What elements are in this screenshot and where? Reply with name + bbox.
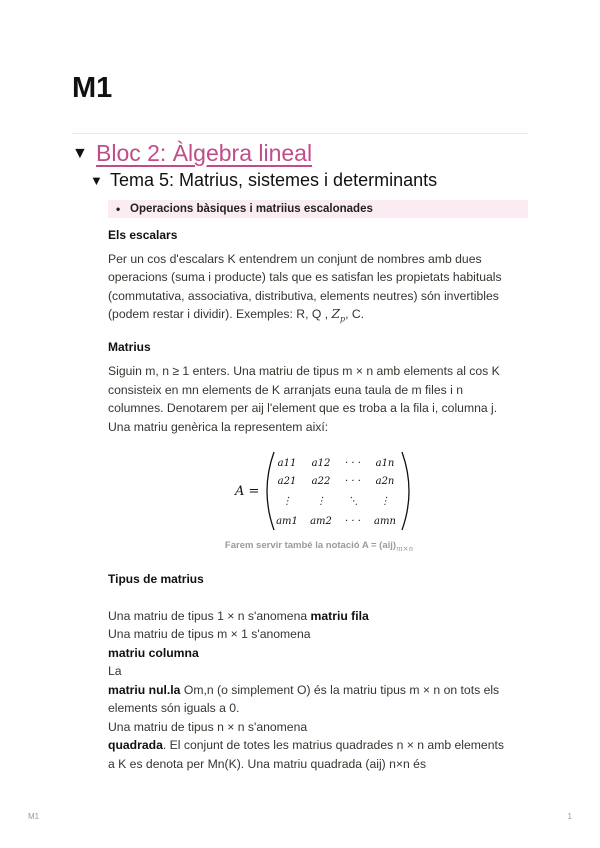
matrix-cell: a22 [311,476,331,487]
tema-heading: Tema 5: Matrius, sistemes i determinants [110,170,438,190]
matrix-cell: am1 [276,516,298,527]
divider [72,133,528,134]
toggle-triangle-icon[interactable]: ▼ [90,173,103,188]
main-content [108,226,530,436]
matrix-cell: a12 [311,458,331,469]
matrix-cell: a21 [277,476,297,487]
page-title: M1 [72,72,113,104]
matrix-equation [230,448,420,534]
escalars-paragraph: Per un cos d'escalars K entendrem un conjunt de nombres amb dues operacions (suma i producte) tals que es satisfan les propietats habituals (commutativa, associativa, distributiva, elements neutres) són invertibles (podem restar i dividir). Exemples: R, Q , $Z_p$, C. [108,251,502,324]
matrix-cell: · · · [345,458,361,469]
matrix-cell: · · · [345,476,361,487]
text-line: Una matriu genèrica la representem així: [108,419,329,434]
matrix-cell: ⋱ [348,496,358,507]
section-heading-tipus: Tipus de matrius [108,572,204,586]
text-line: Siguin m, n ≥ 1 enters. Una matriu de tipus m × n amb elements al cos K [108,364,500,379]
matrix-caption: Farem servir també la notació $A = (aij)_{m\times n}$ [224,540,414,553]
footer-left: M1 [28,812,40,821]
section-heading-matrius: Matrius [108,339,151,354]
text-line: Per un cos d'escalars K entendrem un conjunt de nombres amb dues [108,251,482,266]
bullet-icon: • [116,202,121,216]
matrix-cell: ⋮ [380,496,390,507]
toggle-bloc[interactable] [72,140,312,167]
matrix-cell: am2 [310,516,332,527]
matrix-cell: ⋮ [282,496,292,507]
text-line: consisteix en mn elements de K arranjats euna taula de m files i n [108,382,463,397]
left-paren [267,452,274,530]
text-line: (podem restar i dividir). Exemples: R, Q , [108,307,329,321]
right-paren [402,452,409,530]
toggle-tema[interactable] [90,170,437,191]
matrix-cell: a11 [277,458,297,469]
footer-page-number: 1 [567,812,572,821]
bullet-text: Operacions bàsiques i matriius escalonades [130,203,373,215]
highlighted-bullet [108,200,528,218]
matrix-cell: amn [374,516,396,527]
tipus-content [108,570,530,773]
matrix-cell: · · · [345,516,361,527]
text-line: operacions (suma i producte) tals que es satisfan les propietats habituals [108,270,502,284]
text-line: columnes. Denotarem per aij l'element que es troba a la fila i, columna j. [108,401,498,416]
matrix-cell: a1n [375,458,395,469]
bloc-heading[interactable]: Bloc 2: Àlgebra lineal [96,140,313,166]
tipus-paragraph: Una matriu de tipus 1 × n s'anomena matriu fila Una matriu de tipus m × 1 s'anomena matriu columna La matriu nul.la Om,n (o simplement O) és la matriu tipus m × n on tots els elements són iguals a 0. Una matriu de tipus n × n s'anomena quadrada. El conjunt de totes les matrius quadrades n × n amb elements a K es denota per Mn(K). Una matriu quadrada (aij) n×n és [108,608,504,771]
zp-symbol: $Z_p$ [331,307,346,324]
text-line: (commutativa, associativa, distributiva, elements neutres) són invertibles [108,288,499,303]
matrix-cell: ⋮ [316,496,326,507]
section-heading-escalars: Els escalars [108,228,178,242]
toggle-triangle-icon[interactable]: ▼ [72,144,88,162]
matrix-lhs: A = [235,484,260,499]
matrix-cell: a2n [375,476,395,487]
matrius-paragraph [108,362,530,436]
